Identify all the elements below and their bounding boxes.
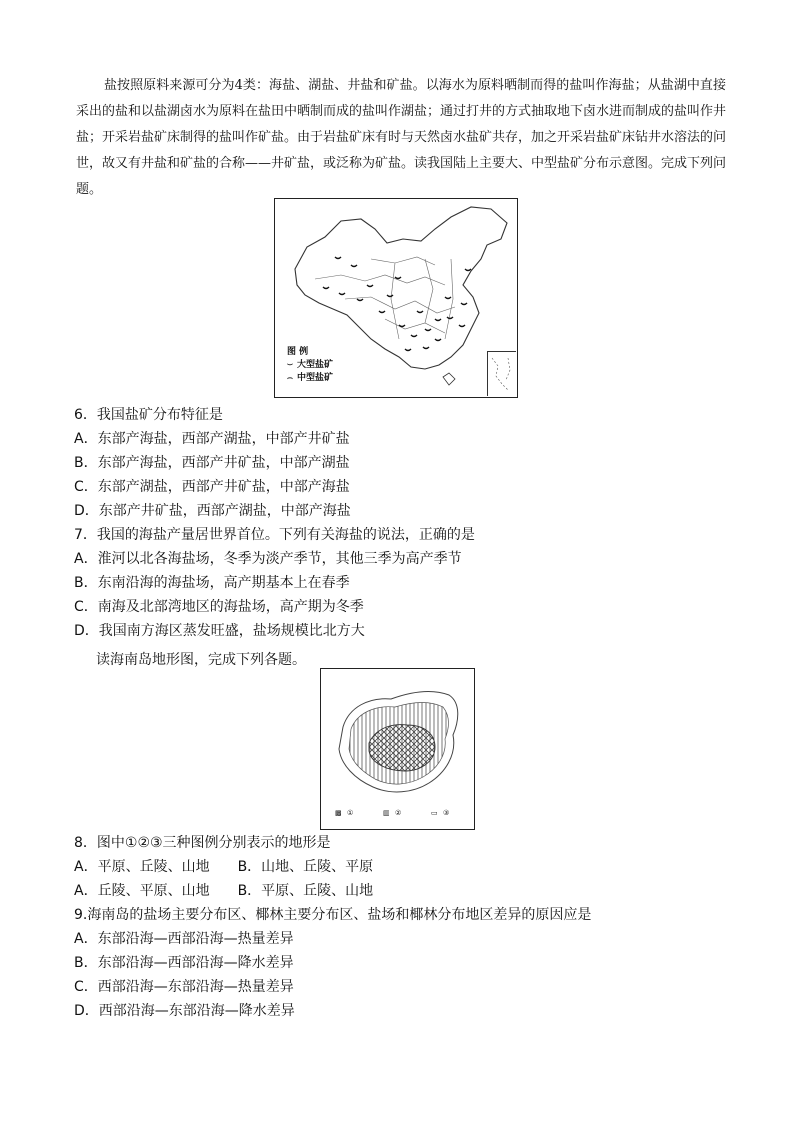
q9-option-b: B．东部沿海—西部沿海—降水差异 xyxy=(74,955,294,971)
legend-label-1: ① xyxy=(347,809,354,817)
question-9-stem: 9.海南岛的盐场主要分布区、椰林主要分布区、盐场和椰林分布地区差异的原因应是 xyxy=(74,907,592,923)
legend-medium-label: 中型盐矿 xyxy=(297,373,334,383)
q6-option-d: D．东部产井矿盐，西部产湖盐，中部产海盐 xyxy=(74,503,351,519)
hainan-legend xyxy=(335,809,463,823)
legend-swatch-3: ▭ xyxy=(431,809,438,817)
hainan-island-illustration xyxy=(321,669,473,828)
inset-illustration xyxy=(488,352,516,396)
q7-option-d: D．我国南方海区蒸发旺盛，盐场规模比北方大 xyxy=(74,623,365,639)
question-8-stem: 8．图中①②③三种图例分别表示的地形是 xyxy=(74,835,331,851)
salt-mine-markers xyxy=(323,257,471,351)
q6-option-b: B．东部产海盐，西部产井矿盐，中部产湖盐 xyxy=(74,455,350,471)
legend-label-3: ③ xyxy=(443,809,450,817)
q7-option-c: C．南海及北部湾地区的海盐场，高产期为冬季 xyxy=(74,599,364,615)
hainan-terrain-map xyxy=(320,668,475,830)
hainan-lead-text: 读海南岛地形图，完成下列各题。 xyxy=(96,652,306,668)
legend-medium-row xyxy=(287,372,333,385)
q6-option-a: A．东部产海盐，西部产湖盐，中部产井矿盐 xyxy=(74,431,350,447)
q8-option-row-2: A．丘陵、平原、山地 B．平原、丘陵、山地 xyxy=(74,883,374,899)
q8-option-row-1: A．平原、丘陵、山地 B．山地、丘陵、平原 xyxy=(74,859,374,875)
intro-paragraph: 盐按照原料来源可分为4类：海盐、湖盐、井盐和矿盐。以海水为原料晒制而得的盐叫作海盐；从盐湖中直接采出的盐和以盐湖卤水为原料在盐田中晒制而成的盐叫作湖盐；通过打井的方式抽取地下卤水进而制成的盐叫作井盐；开采岩盐矿床制得的盐叫作矿盐。由于岩盐矿床有时与天然卤水盐矿共存，加之开采岩盐矿床钻井水溶法的问世，故又有井盐和矿盐的合称——井矿盐，或泛称为矿盐。读我国陆上主要大、中型盐矿分布示意图。完成下列问题。 xyxy=(76,78,727,197)
q9-option-a: A．东部沿海—西部沿海—热量差异 xyxy=(74,931,294,947)
china-salt-map xyxy=(274,198,518,398)
medium-mine-icon: ⌢ xyxy=(287,373,293,383)
large-mine-icon: ⌣ xyxy=(287,360,293,370)
map-legend xyxy=(287,346,333,385)
question-7-stem: 7．我国的海盐产量居世界首位。下列有关海盐的说法，正确的是 xyxy=(74,527,475,543)
q6-option-c: C．东部产湖盐，西部产井矿盐，中部产海盐 xyxy=(74,479,350,495)
legend-large-label: 大型盐矿 xyxy=(297,360,334,370)
legend-swatch-2: ▥ xyxy=(383,809,390,817)
legend-label-2: ② xyxy=(395,809,402,817)
legend-swatch-1: ▩ xyxy=(335,809,342,817)
q7-option-b: B．东南沿海的海盐场，高产期基本上在春季 xyxy=(74,575,350,591)
south-china-sea-inset xyxy=(487,351,516,396)
q9-option-d: D．西部沿海—东部沿海—降水差异 xyxy=(74,1003,295,1019)
q7-option-a: A．淮河以北各海盐场，冬季为淡产季节，其他三季为高产季节 xyxy=(74,551,462,567)
question-6-stem: 6．我国盐矿分布特征是 xyxy=(74,407,223,423)
legend-large-row xyxy=(287,359,333,372)
q9-option-c: C．西部沿海—东部沿海—热量差异 xyxy=(74,979,294,995)
legend-title: 图 例 xyxy=(287,347,309,357)
